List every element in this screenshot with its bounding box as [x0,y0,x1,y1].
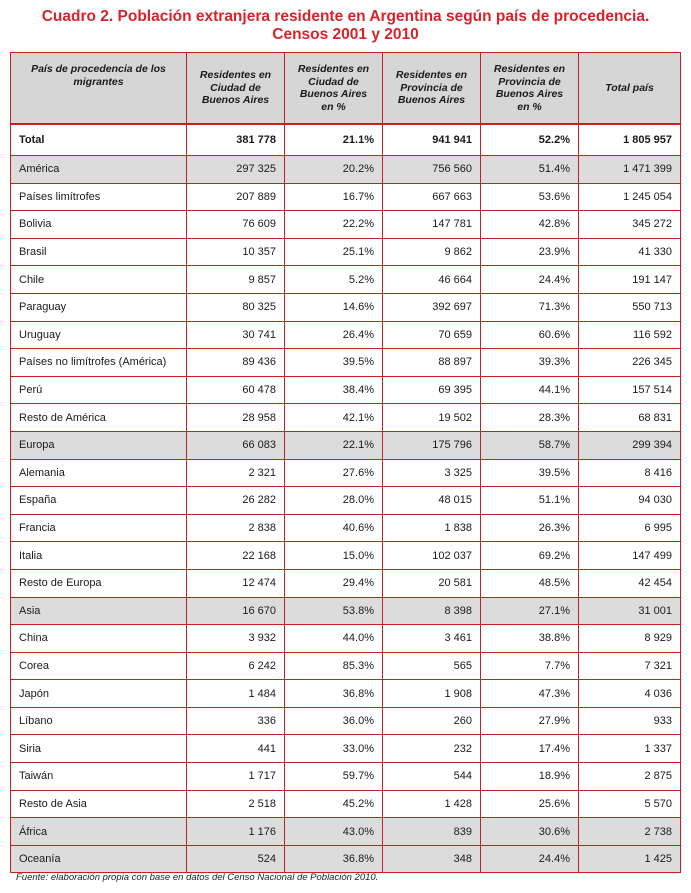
caba-pct-cell: 44.0% [285,625,383,653]
region-row [11,845,681,873]
pba-cell: 348 [383,845,481,873]
pba-pct-cell: 52.2% [481,124,579,156]
pba-pct-cell: 53.6% [481,183,579,211]
total-cell: 299 394 [579,431,681,459]
total-cell: 1 425 [579,845,681,873]
total-cell: 550 713 [579,293,681,321]
pba-pct-cell: 26.3% [481,514,579,542]
pba-cell: 9 862 [383,238,481,266]
country-cell: Bolivia [11,211,187,239]
pba-pct-cell: 48.5% [481,569,579,597]
country-cell: Siria [11,735,187,763]
table-row [11,625,681,653]
pba-pct-cell: 23.9% [481,238,579,266]
table-row [11,349,681,377]
caba-cell: 1 176 [187,818,285,846]
total-cell: 116 592 [579,321,681,349]
caba-cell: 80 325 [187,293,285,321]
title-line-1: Cuadro 2. Población extranjera residente en Argentina según país de procedencia. [41,8,650,25]
caba-pct-cell: 42.1% [285,404,383,432]
total-cell: 42 454 [579,569,681,597]
table-row [11,321,681,349]
pba-cell: 8 398 [383,597,481,625]
total-cell: 1 471 399 [579,156,681,184]
total-cell: 933 [579,707,681,735]
pba-cell: 667 663 [383,183,481,211]
total-cell: 94 030 [579,487,681,515]
pba-cell: 1 908 [383,680,481,708]
pba-cell: 147 781 [383,211,481,239]
total-cell: 2 738 [579,818,681,846]
total-cell: 191 147 [579,266,681,294]
caba-cell: 30 741 [187,321,285,349]
pba-pct-cell: 25.6% [481,790,579,818]
caba-cell: 2 518 [187,790,285,818]
country-cell: África [11,818,187,846]
caba-pct-cell: 20.2% [285,156,383,184]
caba-pct-cell: 59.7% [285,763,383,791]
table-row [11,652,681,680]
caba-pct-cell: 5.2% [285,266,383,294]
caba-pct-cell: 28.0% [285,487,383,515]
country-cell: Taiwán [11,763,187,791]
caba-cell: 89 436 [187,349,285,377]
caba-cell: 1 717 [187,763,285,791]
title-line-2: Censos 2001 y 2010 [272,26,419,43]
total-row [11,124,681,156]
pba-pct-cell: 51.4% [481,156,579,184]
table-row [11,763,681,791]
caba-cell: 336 [187,707,285,735]
pba-cell: 565 [383,652,481,680]
table-row [11,790,681,818]
table-title [0,8,691,44]
caba-cell: 297 325 [187,156,285,184]
total-cell: 41 330 [579,238,681,266]
table-row [11,487,681,515]
header-pba-pct: Residentes en Provincia de Buenos Aires en % [481,53,579,125]
total-cell: 226 345 [579,349,681,377]
country-cell: Países no limítrofes (América) [11,349,187,377]
region-row [11,597,681,625]
caba-cell: 10 357 [187,238,285,266]
caba-pct-cell: 36.8% [285,845,383,873]
caba-cell: 66 083 [187,431,285,459]
caba-pct-cell: 26.4% [285,321,383,349]
total-cell: 1 805 957 [579,124,681,156]
pba-pct-cell: 60.6% [481,321,579,349]
pba-pct-cell: 47.3% [481,680,579,708]
total-cell: 157 514 [579,376,681,404]
caba-cell: 22 168 [187,542,285,570]
pba-cell: 102 037 [383,542,481,570]
pba-pct-cell: 24.4% [481,266,579,294]
header-row [11,53,681,125]
caba-cell: 3 932 [187,625,285,653]
pba-pct-cell: 27.9% [481,707,579,735]
total-cell: 7 321 [579,652,681,680]
caba-pct-cell: 85.3% [285,652,383,680]
table-row [11,514,681,542]
caba-pct-cell: 22.1% [285,431,383,459]
table-row [11,735,681,763]
total-cell: 1 245 054 [579,183,681,211]
pba-pct-cell: 17.4% [481,735,579,763]
caba-cell: 60 478 [187,376,285,404]
caba-cell: 1 484 [187,680,285,708]
caba-cell: 16 670 [187,597,285,625]
caba-cell: 524 [187,845,285,873]
population-table [10,52,681,873]
caba-pct-cell: 36.0% [285,707,383,735]
region-row [11,156,681,184]
table-row [11,542,681,570]
total-cell: 8 929 [579,625,681,653]
country-cell: Chile [11,266,187,294]
table-row [11,459,681,487]
pba-cell: 260 [383,707,481,735]
country-cell: China [11,625,187,653]
country-cell: Japón [11,680,187,708]
caba-cell: 381 778 [187,124,285,156]
table-row [11,183,681,211]
caba-pct-cell: 29.4% [285,569,383,597]
caba-pct-cell: 40.6% [285,514,383,542]
country-cell: Asia [11,597,187,625]
caba-pct-cell: 53.8% [285,597,383,625]
pba-cell: 544 [383,763,481,791]
caba-pct-cell: 14.6% [285,293,383,321]
caba-pct-cell: 27.6% [285,459,383,487]
country-cell: España [11,487,187,515]
caba-pct-cell: 39.5% [285,349,383,377]
total-cell: 147 499 [579,542,681,570]
table-row [11,293,681,321]
caba-cell: 26 282 [187,487,285,515]
source-footnote: Fuente: elaboración propia con base en datos del Censo Nacional de Población 2010. [16,872,379,883]
country-cell: Italia [11,542,187,570]
caba-cell: 207 889 [187,183,285,211]
pba-cell: 392 697 [383,293,481,321]
pba-pct-cell: 39.3% [481,349,579,377]
caba-pct-cell: 25.1% [285,238,383,266]
table-body [11,124,681,873]
header-caba: Residentes en Ciudad de Buenos Aires [187,53,285,125]
country-cell: Resto de Europa [11,569,187,597]
pba-pct-cell: 27.1% [481,597,579,625]
total-cell: 6 995 [579,514,681,542]
header-country: País de procedencia de los migrantes [11,53,187,125]
pba-cell: 3 461 [383,625,481,653]
total-cell: 8 416 [579,459,681,487]
pba-pct-cell: 71.3% [481,293,579,321]
country-cell: Uruguay [11,321,187,349]
pba-cell: 70 659 [383,321,481,349]
caba-pct-cell: 36.8% [285,680,383,708]
total-cell: 5 570 [579,790,681,818]
pba-cell: 175 796 [383,431,481,459]
pba-pct-cell: 18.9% [481,763,579,791]
caba-cell: 9 857 [187,266,285,294]
country-cell: Países limítrofes [11,183,187,211]
total-cell: 2 875 [579,763,681,791]
table-row [11,404,681,432]
total-cell: 31 001 [579,597,681,625]
caba-cell: 2 321 [187,459,285,487]
country-cell: Brasil [11,238,187,266]
pba-cell: 232 [383,735,481,763]
pba-pct-cell: 69.2% [481,542,579,570]
caba-pct-cell: 38.4% [285,376,383,404]
pba-cell: 46 664 [383,266,481,294]
country-cell: Europa [11,431,187,459]
table-row [11,211,681,239]
region-row [11,431,681,459]
pba-pct-cell: 39.5% [481,459,579,487]
pba-pct-cell: 7.7% [481,652,579,680]
country-cell: Líbano [11,707,187,735]
table-row [11,569,681,597]
table-row [11,680,681,708]
header-pba: Residentes en Provincia de Buenos Aires [383,53,481,125]
pba-pct-cell: 42.8% [481,211,579,239]
total-cell: 345 272 [579,211,681,239]
header-total: Total país [579,53,681,125]
caba-pct-cell: 43.0% [285,818,383,846]
country-cell: Francia [11,514,187,542]
pba-cell: 88 897 [383,349,481,377]
pba-pct-cell: 24.4% [481,845,579,873]
pba-cell: 756 560 [383,156,481,184]
caba-cell: 441 [187,735,285,763]
caba-cell: 6 242 [187,652,285,680]
table-row [11,266,681,294]
pba-pct-cell: 51.1% [481,487,579,515]
country-cell: Oceanía [11,845,187,873]
pba-pct-cell: 38.8% [481,625,579,653]
pba-pct-cell: 30.6% [481,818,579,846]
caba-cell: 28 958 [187,404,285,432]
pba-cell: 19 502 [383,404,481,432]
country-cell: Alemania [11,459,187,487]
country-cell: América [11,156,187,184]
country-cell: Total [11,124,187,156]
table-row [11,376,681,404]
pba-cell: 1 838 [383,514,481,542]
pba-cell: 1 428 [383,790,481,818]
pba-cell: 3 325 [383,459,481,487]
total-cell: 4 036 [579,680,681,708]
pba-pct-cell: 58.7% [481,431,579,459]
pba-pct-cell: 44.1% [481,376,579,404]
pba-cell: 20 581 [383,569,481,597]
total-cell: 68 831 [579,404,681,432]
caba-pct-cell: 45.2% [285,790,383,818]
caba-pct-cell: 16.7% [285,183,383,211]
caba-pct-cell: 33.0% [285,735,383,763]
pba-cell: 941 941 [383,124,481,156]
caba-pct-cell: 15.0% [285,542,383,570]
table-row [11,238,681,266]
total-cell: 1 337 [579,735,681,763]
country-cell: Resto de Asia [11,790,187,818]
caba-pct-cell: 21.1% [285,124,383,156]
pba-cell: 839 [383,818,481,846]
pba-cell: 69 395 [383,376,481,404]
country-cell: Resto de América [11,404,187,432]
region-row [11,818,681,846]
caba-pct-cell: 22.2% [285,211,383,239]
table-row [11,707,681,735]
caba-cell: 12 474 [187,569,285,597]
pba-cell: 48 015 [383,487,481,515]
pba-pct-cell: 28.3% [481,404,579,432]
caba-cell: 2 838 [187,514,285,542]
country-cell: Corea [11,652,187,680]
country-cell: Perú [11,376,187,404]
country-cell: Paraguay [11,293,187,321]
caba-cell: 76 609 [187,211,285,239]
header-caba-pct: Residentes en Ciudad de Buenos Aires en % [285,53,383,125]
